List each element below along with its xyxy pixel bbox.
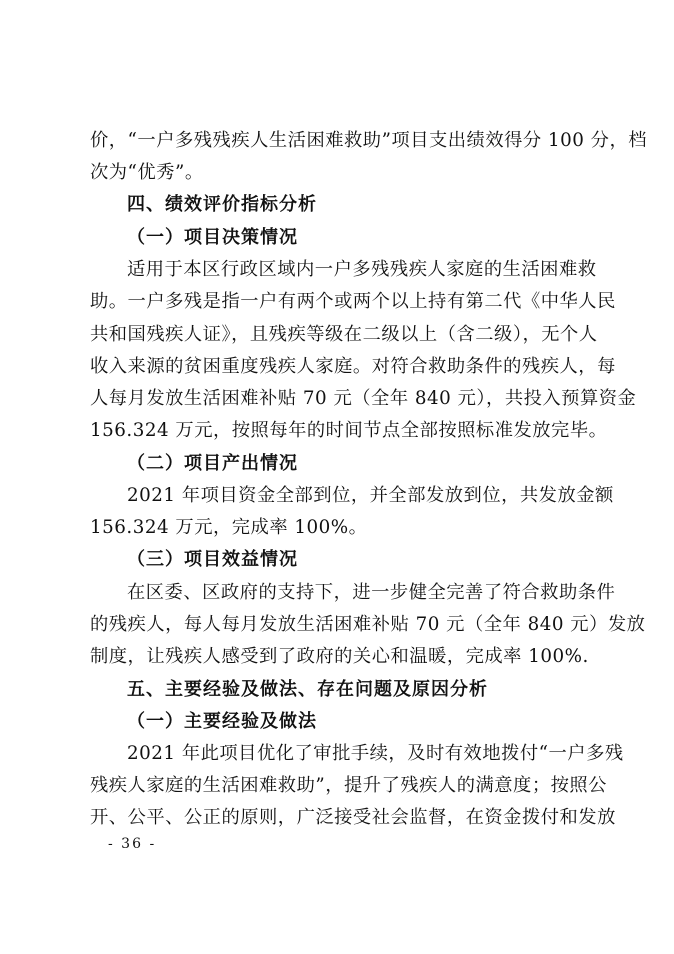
- subsection-heading: （三）项目效益情况: [127, 549, 298, 570]
- paragraph-line: 助。一户多残是指一户有两个或两个以上持有第二代《中华人民: [90, 291, 616, 312]
- paragraph-line: 残疾人家庭的生活困难救助”，提升了残疾人的满意度；按照公: [90, 775, 607, 796]
- paragraph-line: 收入来源的贫困重度残疾人家庭。对符合救助条件的残疾人，每: [90, 356, 616, 377]
- paragraph-line: 适用于本区行政区域内一户多残残疾人家庭的生活困难救: [127, 259, 597, 280]
- paragraph-line: 制度，让残疾人感受到了政府的关心和温暖，完成率 100%.: [90, 646, 589, 667]
- paragraph-line: 2021 年项目资金全部到位，并全部发放到位，共发放金额: [127, 485, 614, 506]
- paragraph-line: 人每月发放生活困难补贴 70 元（全年 840 元），共投入预算资金: [90, 388, 637, 409]
- paragraph-line: 次为“优秀”。: [90, 162, 204, 183]
- paragraph-line: 在区委、区政府的支持下，进一步健全完善了符合救助条件: [127, 582, 616, 603]
- paragraph-line: 156.324 万元，完成率 100%。: [90, 517, 368, 538]
- paragraph-line: 156.324 万元，按照每年的时间节点全部按照标准发放完毕。: [90, 420, 608, 441]
- paragraph-line: 2021 年此项目优化了审批手续，及时有效地拨付“一户多残: [127, 743, 624, 764]
- paragraph-line: 价，“一户多残残疾人生活困难救助”项目支出绩效得分 100 分，档: [90, 130, 648, 151]
- paragraph-line: 开、公平、公正的原则，广泛接受社会监督，在资金拨付和发放: [90, 807, 616, 828]
- subsection-heading: （一）主要经验及做法: [127, 711, 317, 732]
- paragraph-line: 共和国残疾人证》，且残疾等级在二级以上（含二级），无个人: [90, 324, 598, 345]
- page-number: - 36 -: [108, 836, 157, 852]
- paragraph-line: 的残疾人，每人每月发放生活困难补贴 70 元（全年 840 元）发放: [90, 614, 646, 635]
- subsection-heading: （二）项目产出情况: [127, 453, 298, 474]
- section-heading: 五、主要经验及做法、存在问题及原因分析: [127, 679, 488, 700]
- section-heading: 四、绩效评价指标分析: [127, 194, 317, 215]
- subsection-heading: （一）项目决策情况: [127, 227, 298, 248]
